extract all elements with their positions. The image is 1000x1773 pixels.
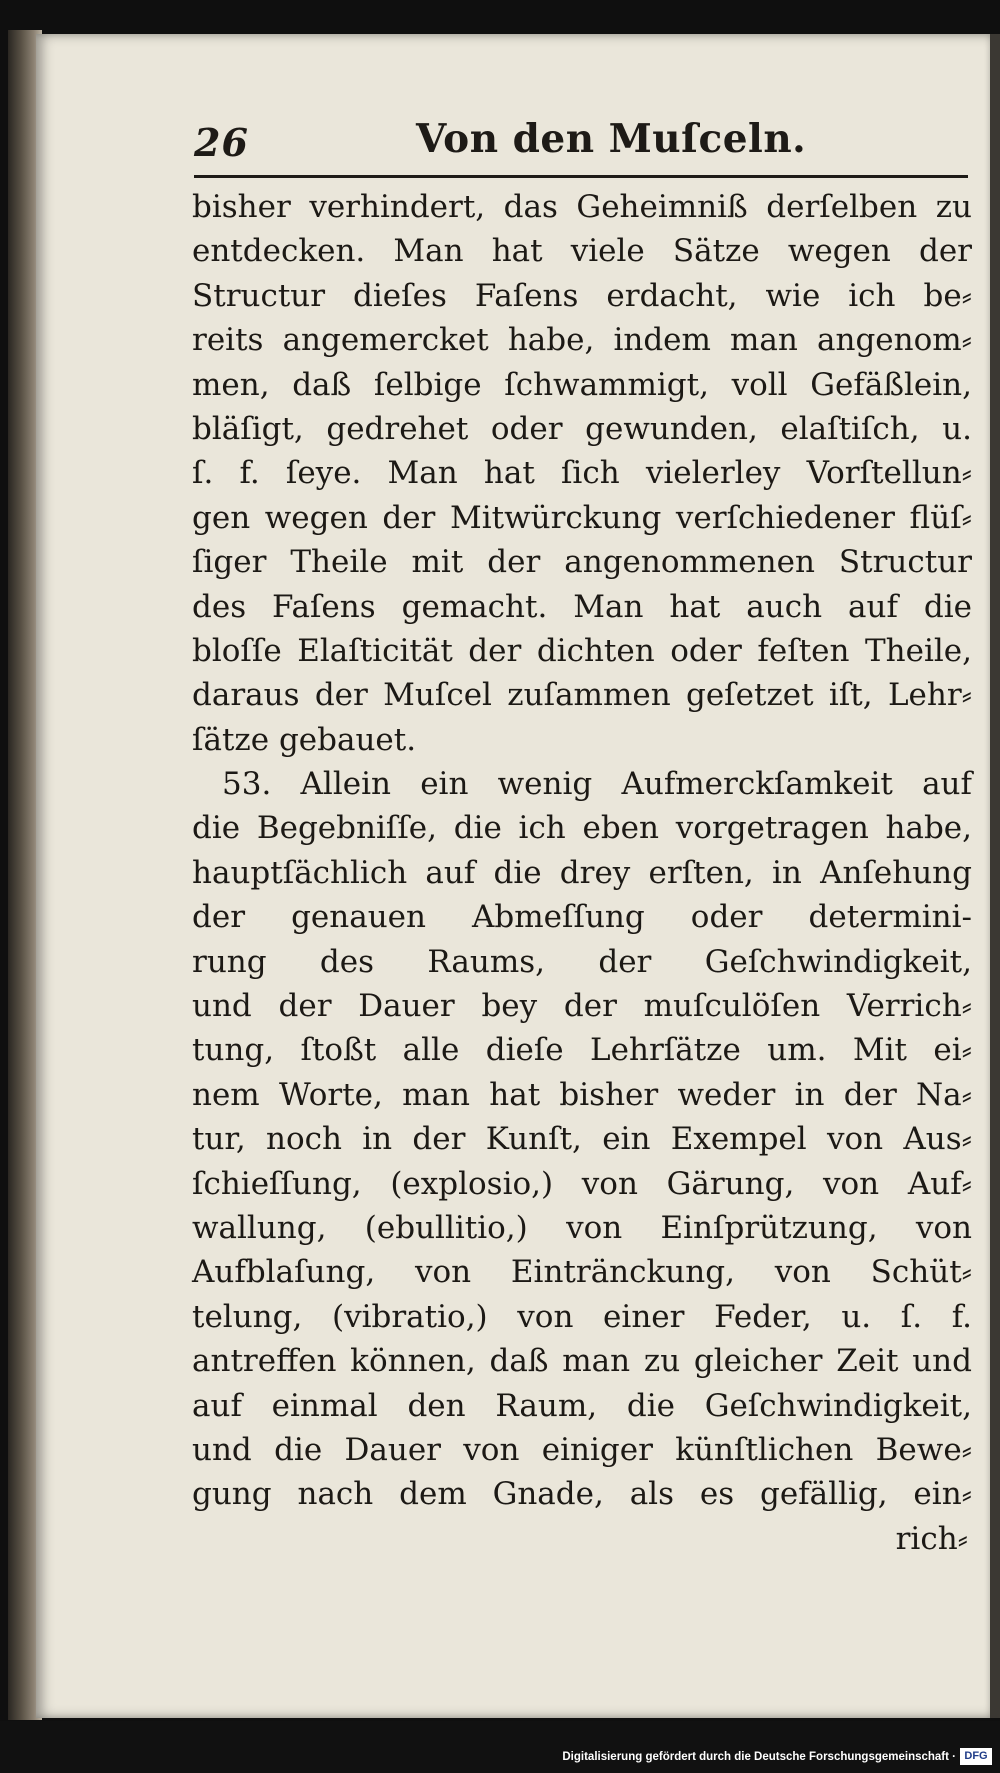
text-line: der genauen Abmeſſung oder determini- (192, 899, 972, 936)
text-line: hauptſächlich auf die drey erſten, in Anſehung (192, 854, 972, 891)
text-line: antreffen können, daß man zu gleicher Zeit und (192, 1343, 972, 1380)
page-header-title: Von den Muſceln. (416, 116, 807, 162)
text-line: die Begebniſſe, die ich eben vorgetragen habe, (192, 810, 972, 847)
text-line: telung, (vibratio,) von einer Feder, u. ſ. f. (192, 1298, 972, 1335)
text-line: entdecken. Man hat viele Sätze wegen der (192, 233, 972, 270)
text-line: und die Dauer von einiger künſtlichen Bewe⸗ (192, 1431, 972, 1468)
text-line: und der Dauer bey der muſculöſen Verrich⸗ (192, 988, 972, 1025)
text-line: auf einmal den Raum, die Geſchwindigkeit, (192, 1387, 972, 1424)
text-line: bläſigt, gedrehet oder gewunden, elaſtiſch, u. (192, 410, 972, 447)
text-line: gen wegen der Mitwürckung verſchiedener flüſ⸗ (192, 499, 972, 536)
text-line: ſiger Theile mit der angenommenen Structur (192, 544, 972, 581)
text-line: des Faſens gemacht. Man hat auch auf die (192, 588, 972, 625)
funding-credit: Digitalisierung gefördert durch die Deutsche Forschungsgemeinschaft · (562, 1751, 956, 1763)
paragraph-start-line: 53. Allein ein wenig Aufmerckſamkeit auf (222, 766, 972, 803)
text-line: gung nach dem Gnade, als es gefällig, ein⸗ (192, 1476, 972, 1513)
text-line: bisher verhindert, das Geheimniß derſelben zu (192, 189, 972, 225)
catchword: rich⸗ (895, 1520, 968, 1557)
digitization-footer (0, 1721, 1000, 1773)
running-head (194, 116, 964, 166)
text-line: Aufblaſung, von Eintränckung, von Schüt⸗ (192, 1254, 972, 1291)
text-line: ſätze gebauet. (192, 721, 417, 758)
page-right-edge (990, 34, 1000, 1718)
text-line: men, daß ſelbige ſchwammigt, voll Gefäßlein, (192, 366, 972, 403)
body-text (192, 185, 972, 1561)
text-line: daraus der Muſcel zuſammen geſetzet iſt, Lehr⸗ (192, 677, 972, 714)
text-line: Structur dieſes Faſens erdacht, wie ich be⸗ (192, 277, 972, 314)
text-line: nem Worte, man hat bisher weder in der Na⸗ (192, 1076, 972, 1113)
text-line: reits angemercket habe, indem man angenom⸗ (192, 322, 972, 359)
text-line: wallung, (ebullitio,) von Einſprützung, von (192, 1209, 972, 1246)
header-rule (194, 175, 968, 178)
text-line: rung des Raums, der Geſchwindigkeit, (192, 943, 972, 980)
page-number: 26 (194, 120, 249, 165)
text-line: tung, ſtoßt alle dieſe Lehrſätze um. Mit ei⸗ (192, 1032, 972, 1069)
dfg-logo-icon: DFG (960, 1748, 992, 1765)
text-line: ſ. f. ſeye. Man hat ſich vielerley Vorſtellun⸗ (192, 455, 972, 492)
text-line: ſchieſſung, (explosio,) von Gärung, von Auf⸗ (192, 1165, 972, 1202)
text-line: bloſſe Elaſticität der dichten oder feſten Theile, (192, 632, 972, 669)
text-line: tur, noch in der Kunſt, ein Exempel von Aus⸗ (192, 1121, 972, 1158)
